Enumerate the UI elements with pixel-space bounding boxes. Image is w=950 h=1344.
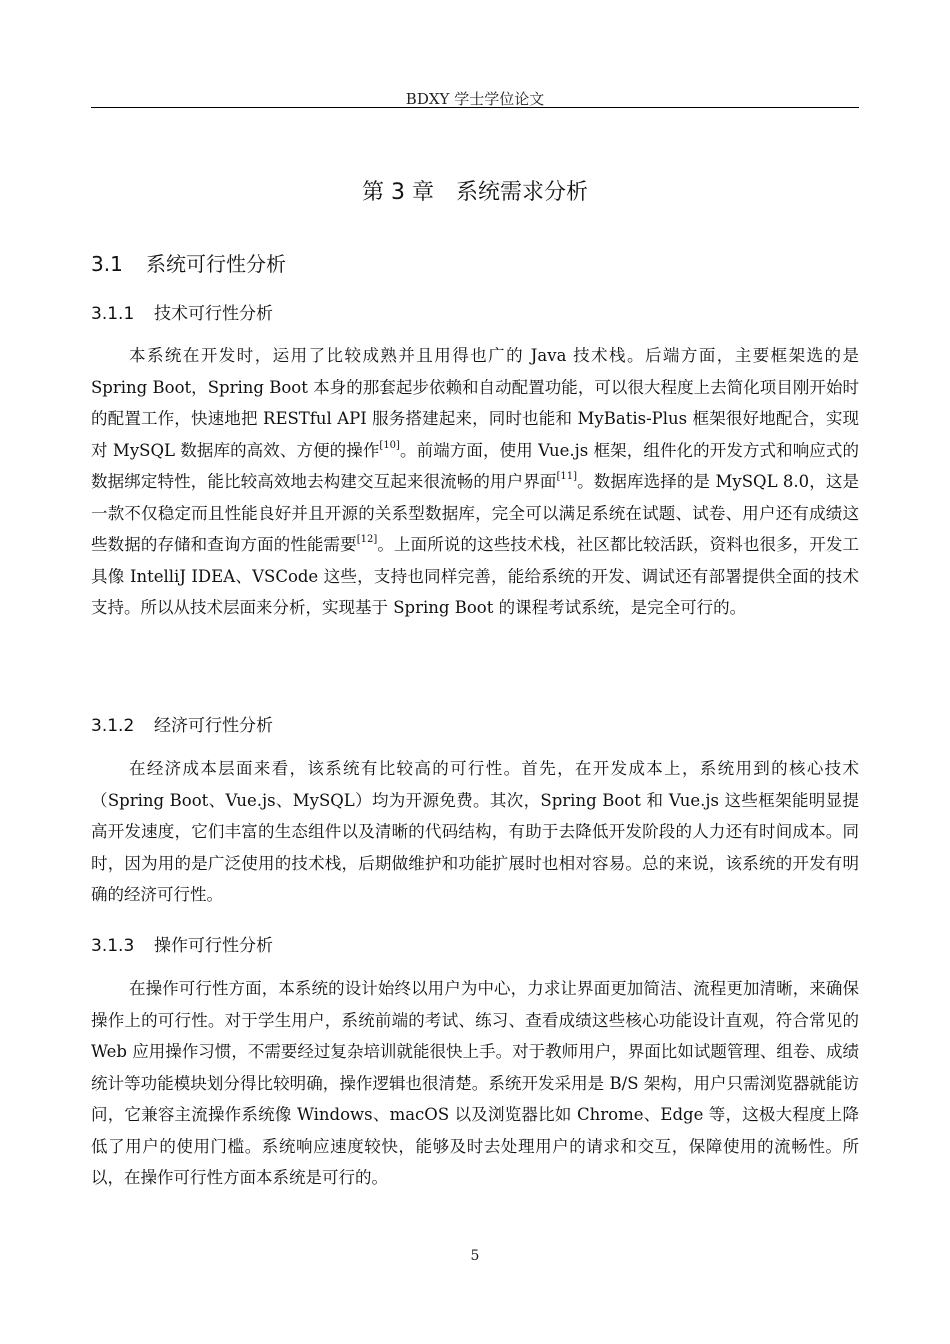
subsection-heading-technical [91,302,273,326]
chapter-number: 第 3 章 [362,180,434,205]
subsection-number: 3.1.1 [91,304,135,324]
subsection-title: 操作可行性分析 [154,936,273,956]
subsection-title: 技术可行性分析 [154,304,273,324]
subsection-number: 3.1.3 [91,936,135,956]
section-title: 系统可行性分析 [146,252,286,276]
section-number: 3.1 [91,252,123,276]
citation-12: [12] [356,534,378,545]
section-heading [91,250,286,278]
subsection-title: 经济可行性分析 [154,716,273,736]
chapter-heading [91,178,859,208]
chapter-title: 系统需求分析 [455,180,588,205]
citation-11: [11] [556,471,578,482]
paragraph-economic-feasibility: 在经济成本层面来看，该系统有比较高的可行性。首先，在开发成本上，系统用到的核心技术（Spring Boot、Vue.js、MySQL）均为开源免费。其次，Spring Boot 和 Vue.js 这些框架能明显提高开发速度，它们丰富的生态组件以及清晰的代码结构，有助于去降低开发阶段的人力还有时间成本。同时，因为用的是广泛使用的技术栈，后期做维护和功能扩展时也相对容易。总的来说，该系统的开发有明确的经济可行性。 [91,759,859,904]
paragraph-operational-feasibility: 在操作可行性方面，本系统的设计始终以用户为中心，力求让界面更加简洁、流程更加清晰，来确保操作上的可行性。对于学生用户，系统前端的考试、练习、查看成绩这些核心功能设计直观，符合常见的 Web 应用操作习惯，不需要经过复杂培训就能很快上手。对于教师用户，界面比如试题管理、组卷、成绩统计等功能模块划分得比较明确，操作逻辑也很清楚。系统开发采用是 B/S 架构，用户只需浏览器就能访问，它兼容主流操作系统像 Windows、macOS 以及浏览器比如 Chrome、Edge 等，这极大程度上降低了用户的使用门槛。系统响应速度较快，能够及时去处理用户的请求和交互，保障使用的流畅性。所以，在操作可行性方面本系统是可行的。 [91,979,859,1187]
subsection-heading-economic [91,714,273,738]
subsection-number: 3.1.2 [91,716,135,736]
page-number: 5 [470,1248,480,1264]
citation-10: [10] [379,439,400,451]
running-header: BDXY 学士学位论文 [405,90,545,108]
header-rule [91,107,859,108]
subsection-heading-operational [91,934,273,958]
paragraph-technical-feasibility: 本系统在开发时，运用了比较成熟并且用得也广的 Java 技术栈。后端方面，主要框架选的是 Spring Boot，Spring Boot 本身的那套起步依赖和自动配置功能，可以很大程度上去简化项目刚开始时的配置工作，快速地把 RESTful API 服务搭建起来，同时也能和 MyBatis-Plus 框架很好地配合，实现对 MySQL 数据库的高效、方便的操作[10]。前端方面，使用 Vue.js 框架，组件化的开发方式和响应式的数据绑定特性，能比较高效地去构建交互起来很流畅的用户界面[11]。数据库选择的是 MySQL 8.0，这是一款不仅稳定而且性能良好并且开源的关系型数据库，完全可以满足系统在试题、试卷、用户还有成绩这些数据的存储和查询方面的性能需要[12]。上面所说的这些技术栈，社区都比较活跃，资料也很多，开发工具像 IntelliJ IDEA、VSCode 这些，支持也同样完善，能给系统的开发、调试还有部署提供全面的技术支持。所以从技术层面来分析，实现基于 Spring Boot 的课程考试系统，是完全可行的。 [91,346,860,617]
